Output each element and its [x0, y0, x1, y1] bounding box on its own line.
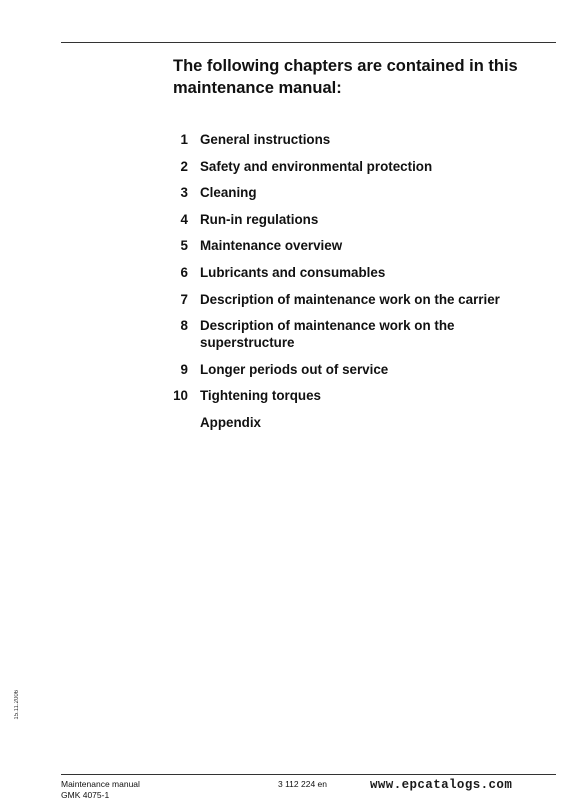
chapter-item: [168, 317, 548, 351]
chapter-number: 1: [180, 132, 188, 147]
chapter-title: Longer periods out of service: [200, 361, 389, 377]
chapter-title: Run-in regulations: [200, 211, 319, 227]
chapter-item: [168, 237, 548, 254]
footer-manual-title: Maintenance manual: [61, 779, 140, 789]
bottom-rule: [61, 774, 556, 775]
chapter-item: [168, 158, 548, 175]
chapter-item: [168, 211, 548, 228]
chapter-title: Cleaning: [200, 185, 257, 201]
chapter-number: 6: [180, 264, 188, 280]
chapter-title: Safety and environmental protection: [200, 158, 433, 174]
chapter-number: 2: [180, 158, 188, 174]
footer-doc-number: 3 112 224 en: [278, 779, 327, 789]
chapter-title: Description of maintenance work on the superstructure: [200, 318, 455, 351]
chapter-item: [168, 361, 548, 378]
chapter-number: 3: [180, 185, 188, 201]
chapter-number: 5: [180, 238, 188, 254]
chapter-title: Appendix: [200, 414, 262, 430]
page-heading: The following chapters are contained in this maintenance manual:: [173, 57, 518, 97]
chapter-number: [168, 414, 188, 431]
chapter-item: [168, 414, 548, 431]
chapter-number: 9: [180, 361, 188, 377]
watermark: www.epcatalogs.com: [370, 778, 513, 792]
chapter-title: General instructions: [200, 132, 331, 147]
chapter-title: Maintenance overview: [200, 238, 343, 254]
chapter-item: [168, 131, 548, 148]
chapter-title: Tightening torques: [200, 388, 322, 404]
chapter-item: [168, 264, 548, 281]
chapter-title: Description of maintenance work on the carrier: [200, 291, 500, 307]
chapter-number: 10: [173, 388, 188, 404]
chapter-number: 8: [180, 318, 188, 334]
footer-manual-info: [61, 779, 140, 801]
top-rule: [61, 42, 556, 43]
date-stamp: 15.11.2006: [14, 690, 20, 720]
chapter-title: Lubricants and consumables: [200, 264, 386, 280]
chapter-list: [168, 131, 548, 441]
footer-model: GMK 4075-1: [61, 790, 110, 800]
chapter-item: [168, 291, 548, 308]
chapter-number: 7: [180, 291, 188, 307]
chapter-item: [168, 387, 548, 404]
chapter-item: [168, 184, 548, 201]
chapter-number: 4: [180, 211, 188, 227]
